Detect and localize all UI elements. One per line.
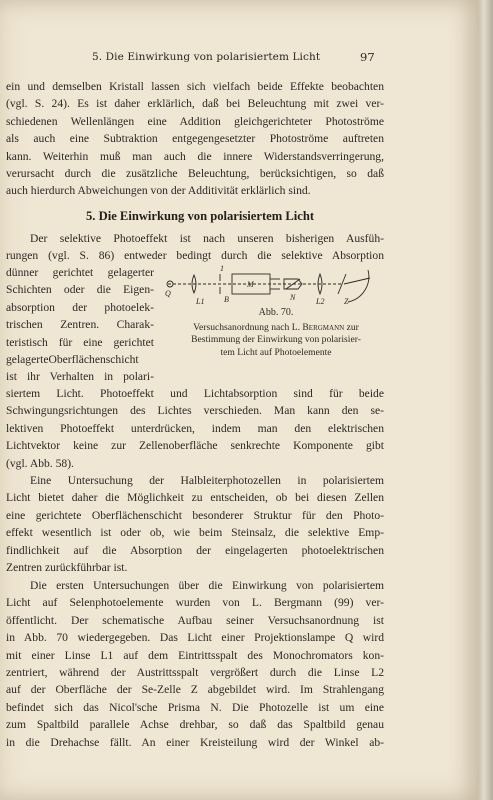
text-line: auch hierdurch Abweichungen von der Additivität erklärlich sind.: [6, 184, 311, 198]
caption-author: Bergmann: [302, 321, 345, 333]
text-line: schiedenen Wellenlängen eine Addition gleichgerichteter Photoströme: [6, 114, 384, 128]
text-line: auf der Oberfläche der Se-Zelle Z abgebildet wird. Im Strahlengang: [6, 683, 384, 697]
caption-text: zur: [344, 321, 359, 333]
text-line: öffentlicht. Der schematische Aufbau seiner Versuchsanordnung ist: [6, 613, 384, 627]
caption-text: Versuchsanordnung nach L.: [193, 321, 303, 333]
text-line: zum Spaltbild parallele Achse drehbar, so daß das Spaltbild genau: [6, 718, 384, 732]
caption-label: Abb. 70.: [258, 307, 294, 318]
text-line: Schichten oder die Eigen-: [6, 283, 154, 297]
text-line: teristisch für eine gerichtet: [6, 335, 154, 349]
label-l2: L2: [316, 297, 325, 306]
paragraph-1-wrap: [6, 264, 154, 386]
text-line: Die ersten Untersuchungen über die Einwirkung von polarisiertem: [30, 579, 384, 592]
label-one: 1: [220, 264, 224, 273]
text-line: Licht bietet daher die Möglichkeit zu entscheiden, ob bei diesen Zellen: [6, 491, 384, 505]
text-line: Zentren zurückführbar ist.: [6, 561, 128, 575]
text-line: lektiven Photoeffekt unterdrücken, indem man den elektrischen: [6, 421, 384, 435]
page-number: 97: [360, 50, 375, 64]
text-line: Der selektive Photoeffekt ist nach unseren bisherigen Ausfüh-: [30, 232, 384, 245]
label-l1: L1: [196, 297, 205, 306]
text-line: (vgl. S. 24). Es ist daher erklärlich, daß bei Beleuchtung mit zwei ver-: [6, 97, 384, 111]
section-heading: 5. Die Einwirkung von polarisiertem Licht: [86, 209, 315, 223]
text-line: Eine Untersuchung der Halbleiterphotozellen in polarisiertem: [30, 474, 384, 487]
text-line: trischen Zentren. Charak-: [6, 318, 154, 332]
text-line: in Abb. 70 wiedergegeben. Das Licht einer Projektionslampe Q wird: [6, 631, 384, 645]
label-q: Q: [165, 289, 171, 298]
text-line: (vgl. Abb. 58).: [6, 456, 74, 470]
text-line: eine gerichtete Oberflächenschicht besonderer Struktur für den Photo-: [6, 508, 384, 522]
label-z: Z: [344, 297, 349, 306]
text-line: dünner gerichtet gelagerter: [6, 266, 154, 279]
caption-text: Bestimmung der Einwirkung von polarisier-: [191, 334, 361, 345]
text-line: absorption der photoelek-: [6, 300, 154, 314]
paragraph-2: [6, 472, 384, 576]
text-line: ein und demselben Kristall lassen sich vielfach beide Effekte beobachten: [6, 80, 384, 93]
paragraph-1-rest: [6, 385, 384, 472]
figure-caption: [168, 307, 384, 359]
paragraph-3: [6, 577, 384, 751]
text-line: findlichkeit auf die Absorption der eingelagerten photoelektrischen: [6, 543, 384, 557]
text-line: befindet sich das Nicol'sche Prisma N. Die Photozelle ist um eine: [6, 700, 384, 714]
caption-text: tem Licht auf Photoelemente: [220, 346, 332, 358]
text-line: gelagerteOberflächenschicht: [6, 353, 139, 367]
label-n: N: [290, 293, 296, 302]
running-title: 5. Die Einwirkung von polarisiertem Licht: [92, 51, 321, 63]
label-b: B: [224, 295, 229, 304]
text-line: ist ihr Verhalten in polari-: [6, 370, 154, 384]
apparatus-diagram: [162, 262, 380, 308]
text-line: Schwingungsrichtungen des Lichtes verschieden. Man kann den se-: [6, 404, 384, 418]
text-line: Licht auf Selenphotoelemente wurden von L. Bergmann (99) ver-: [6, 596, 384, 610]
text-line: verursacht durch die zusätzliche Beleuchtung, berücksichtigen, so daß: [6, 167, 384, 181]
label-m: M: [247, 280, 254, 289]
text-line: kann. Weiterhin muß man auch die innere Widerstandsverringerung,: [6, 149, 384, 163]
paragraph-top: [6, 78, 384, 200]
text-line: mit einer Linse L1 auf dem Eintrittsspalt des Monochromators kon-: [6, 648, 384, 662]
text-line: in die Drehachse fällt. An einer Kreisteilung wird der Winkel ab-: [6, 735, 384, 749]
text-line: siertem Licht. Photoeffekt und Lichtabsorption sind für beide: [6, 387, 384, 400]
paragraph-1-intro: [6, 230, 384, 265]
text-line: rungen (vgl. S. 86) entweder bedingt durch die selektive Absorption: [6, 249, 384, 263]
text-line: effekt wesentlich ist oder ob, wie beim Steinsalz, die selektive Emp-: [6, 526, 384, 540]
text-line: als auch eine Subtraktion entgegengesetzter Photoströme auftreten: [6, 132, 384, 146]
page-edge: [478, 0, 493, 800]
text-line: zentriert, während der Austrittsspalt vergrößert durch die Linse L2: [6, 666, 384, 680]
text-line: Lichtvektor keine zur Zellenoberfläche senkrechte Komponente gibt: [6, 439, 384, 453]
